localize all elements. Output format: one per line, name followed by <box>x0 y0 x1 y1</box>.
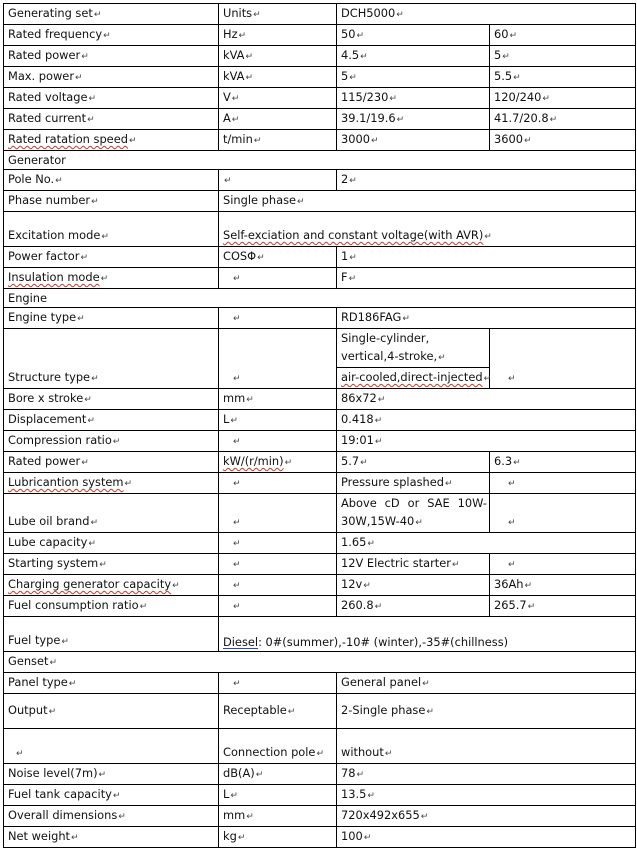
value-50hz: Above cD or SAE 10W-30W,15W-40↵ <box>337 494 490 533</box>
unit-cell: L↵ <box>219 410 337 431</box>
table-row <box>4 617 636 652</box>
param-label: Overall dimensions↵ <box>4 806 219 827</box>
table-row <box>4 268 636 289</box>
section-heading: Generator <box>4 151 636 170</box>
table-row <box>4 410 636 431</box>
value-cell: without↵ <box>337 729 636 764</box>
unit-cell: ↵ <box>219 170 337 191</box>
value-60hz: 120/240↵ <box>490 88 636 109</box>
unit-cell: kVA↵ <box>219 46 337 67</box>
value-cell: General panel↵ <box>337 673 636 694</box>
param-label: Starting system↵ <box>4 554 219 575</box>
param-label: Panel type↵ <box>4 673 219 694</box>
section-row <box>4 289 636 308</box>
param-label: Fuel consumption ratio↵ <box>4 596 219 617</box>
unit-cell: ↵ <box>219 554 337 575</box>
value-50hz: 5↵ <box>337 67 490 88</box>
value-50hz: 115/230↵ <box>337 88 490 109</box>
param-label: Rated voltage↵ <box>4 88 219 109</box>
value-60hz: 41.7/20.8↵ <box>490 109 636 130</box>
value-60hz: ↵ <box>490 494 636 533</box>
section-row <box>4 652 636 673</box>
param-label: Max. power↵ <box>4 67 219 88</box>
table-row <box>4 596 636 617</box>
value-50hz: Pressure splashed↵ <box>337 473 490 494</box>
table-row <box>4 109 636 130</box>
spec-table <box>3 3 636 848</box>
param-label: Structure type↵ <box>4 329 219 389</box>
value-cell: F↵ <box>337 268 636 289</box>
param-label: Lube oil brand↵ <box>4 494 219 533</box>
param-label: Displacement↵ <box>4 410 219 431</box>
value-60hz: ↵ <box>490 329 636 389</box>
unit-cell: kVA↵ <box>219 67 337 88</box>
value-50hz: 5.7↵ <box>337 452 490 473</box>
param-label: Output↵ <box>4 694 219 729</box>
table-row <box>4 806 636 827</box>
unit-cell: ↵ <box>219 473 337 494</box>
table-row <box>4 452 636 473</box>
param-label: Fuel type↵ <box>4 617 219 652</box>
unit-cell: t/min↵ <box>219 130 337 151</box>
value-cell: 86x72↵ <box>337 389 636 410</box>
table-row <box>4 673 636 694</box>
value-50hz: 3000↵ <box>337 130 490 151</box>
section-heading: Engine <box>4 289 636 308</box>
unit-cell: Receptable↵ <box>219 694 337 729</box>
unit-cell: mm↵ <box>219 806 337 827</box>
param-label: Lube capacity↵ <box>4 533 219 554</box>
value-60hz: 3600↵ <box>490 130 636 151</box>
param-label: Engine type↵ <box>4 308 219 329</box>
value-cell: 1.65↵ <box>337 533 636 554</box>
table-row <box>4 170 636 191</box>
param-label: Charging generator capacity↵ <box>4 575 219 596</box>
unit-cell: L↵ <box>219 785 337 806</box>
value-cell: 720x492x655↵ <box>337 806 636 827</box>
unit-cell: V↵ <box>219 88 337 109</box>
table-row <box>4 694 636 729</box>
section-row <box>4 151 636 170</box>
unit-cell: ↵ <box>219 673 337 694</box>
unit-cell: COSΦ↵ <box>219 247 337 268</box>
value-cell: Self-exciation and constant voltage(with AVR)↵ <box>219 212 636 247</box>
unit-cell: kW/(r/min)↵ <box>219 452 337 473</box>
table-row <box>4 827 636 848</box>
value-cell: 2↵ <box>337 170 636 191</box>
table-row <box>4 308 636 329</box>
table-row <box>4 575 636 596</box>
value-50hz: 260.8↵ <box>337 596 490 617</box>
value-cell: Diesel: 0#(summer),-10# (winter),-35#(chillness) <box>219 617 636 652</box>
table-row <box>4 25 636 46</box>
param-label: Insulation mode↵ <box>4 268 219 289</box>
param-label: Power factor↵ <box>4 247 219 268</box>
value-cell: Single-cylinder, vertical,4-stroke,↵ <box>337 329 490 368</box>
unit-cell: Hz↵ <box>219 25 337 46</box>
value-cell: 13.5↵ <box>337 785 636 806</box>
param-label: Net weight↵ <box>4 827 219 848</box>
section-heading: Genset↵ <box>4 652 636 673</box>
value-60hz: ↵ <box>490 473 636 494</box>
param-label: Rated power↵ <box>4 46 219 67</box>
param-label: Lubricantion system↵ <box>4 473 219 494</box>
value-60hz: 5↵ <box>490 46 636 67</box>
param-label: Excitation mode↵ <box>4 212 219 247</box>
value-50hz: 12V Electric starter↵ <box>337 554 490 575</box>
param-label: Fuel tank capacity↵ <box>4 785 219 806</box>
table-row <box>4 729 636 764</box>
spec-document <box>3 3 635 848</box>
unit-cell: ↵ <box>219 596 337 617</box>
table-row <box>4 46 636 67</box>
param-label: Rated ratation speed↵ <box>4 130 219 151</box>
param-label: Phase number↵ <box>4 191 219 212</box>
unit-cell: Connection pole↵ <box>219 729 337 764</box>
value-50hz: 50↵ <box>337 25 490 46</box>
param-label: Noise level(7m)↵ <box>4 764 219 785</box>
value-cell: RD186FAG↵ <box>337 308 636 329</box>
unit-cell: ↵ <box>219 575 337 596</box>
table-row <box>4 329 636 368</box>
unit-cell: ↵ <box>219 329 337 389</box>
param-label: Generating set↵ <box>4 4 219 25</box>
unit-cell: ↵ <box>219 268 337 289</box>
value-cell: Single phase↵ <box>219 191 636 212</box>
value-60hz: 5.5↵ <box>490 67 636 88</box>
value-cell: 100↵ <box>337 827 636 848</box>
unit-cell: dB(A)↵ <box>219 764 337 785</box>
value-50hz: 12v↵ <box>337 575 490 596</box>
param-label: Rated frequency↵ <box>4 25 219 46</box>
table-row <box>4 785 636 806</box>
table-row <box>4 67 636 88</box>
param-label: Rated current↵ <box>4 109 219 130</box>
value-cell: 1↵ <box>337 247 636 268</box>
value-60hz: 265.7↵ <box>490 596 636 617</box>
table-row <box>4 4 636 25</box>
value-50hz: 4.5↵ <box>337 46 490 67</box>
unit-cell: ↵ <box>219 494 337 533</box>
table-row <box>4 88 636 109</box>
param-label: Compression ratio↵ <box>4 431 219 452</box>
table-row <box>4 247 636 268</box>
table-row <box>4 533 636 554</box>
value-60hz: 36Ah↵ <box>490 575 636 596</box>
value-60hz: 60↵ <box>490 25 636 46</box>
table-row <box>4 473 636 494</box>
value-cell: 0.418↵ <box>337 410 636 431</box>
param-label: Pole No.↵ <box>4 170 219 191</box>
table-row <box>4 212 636 247</box>
table-row <box>4 130 636 151</box>
unit-cell: ↵ <box>219 431 337 452</box>
param-label: Rated power↵ <box>4 452 219 473</box>
value-cell: air-cooled,direct-injected↵ <box>337 368 490 389</box>
value-cell: 19:01↵ <box>337 431 636 452</box>
table-row <box>4 554 636 575</box>
param-label: ↵ <box>4 729 219 764</box>
table-row <box>4 191 636 212</box>
table-row <box>4 431 636 452</box>
value-cell: DCH5000↵ <box>337 4 636 25</box>
unit-cell: ↵ <box>219 308 337 329</box>
unit-cell: ↵ <box>219 533 337 554</box>
value-60hz: ↵ <box>490 554 636 575</box>
unit-cell: Units↵ <box>219 4 337 25</box>
table-row <box>4 494 636 533</box>
value-cell: 2-Single phase↵ <box>337 694 636 729</box>
value-60hz: 6.3↵ <box>490 452 636 473</box>
unit-cell: kg↵ <box>219 827 337 848</box>
unit-cell: mm↵ <box>219 389 337 410</box>
value-cell: 78↵ <box>337 764 636 785</box>
unit-cell: A↵ <box>219 109 337 130</box>
table-row <box>4 389 636 410</box>
table-row <box>4 764 636 785</box>
value-50hz: 39.1/19.6↵ <box>337 109 490 130</box>
param-label: Bore x stroke↵ <box>4 389 219 410</box>
